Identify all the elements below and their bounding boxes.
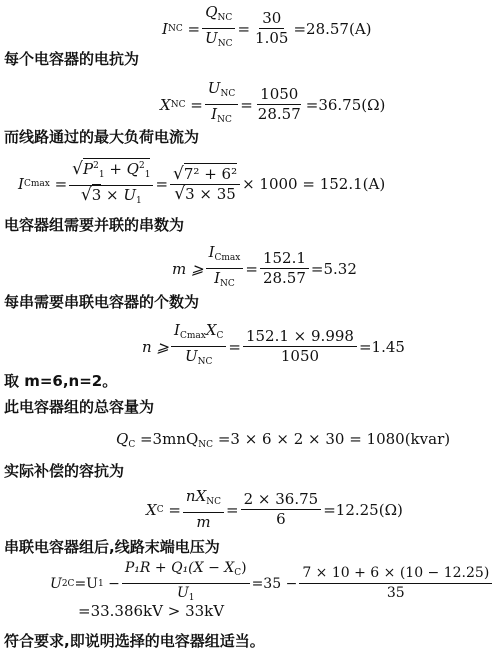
subscript: 1: [136, 196, 142, 206]
numerator: 1050: [257, 86, 301, 105]
subscript: C: [216, 331, 224, 341]
equation-total-capacity: [116, 430, 450, 450]
equation-end-voltage: [50, 560, 494, 607]
equals: =: [155, 175, 169, 193]
numerator: I: [208, 243, 215, 261]
subscript: 1: [188, 593, 195, 603]
denominator: U: [176, 585, 189, 601]
text-line: 取 m=6,n=2。: [4, 372, 118, 390]
fraction: [252, 10, 291, 47]
sqrt-icon: √: [80, 185, 92, 205]
denominator: 3 × 35: [185, 184, 236, 203]
fraction: [206, 244, 244, 293]
denominator: m: [196, 513, 211, 531]
fraction: [183, 488, 224, 531]
numerator: Q: [205, 3, 218, 21]
fraction: [299, 565, 492, 602]
equals: =: [237, 19, 251, 38]
result: =36.75(Ω): [305, 95, 386, 114]
result: =28.57(A): [293, 19, 372, 38]
numerator: U: [207, 79, 221, 97]
equals: =: [182, 19, 201, 38]
numerator: 2 × 36.75: [241, 491, 322, 510]
fraction: [171, 322, 226, 371]
equals: =: [49, 175, 68, 193]
text-line: 串联电容器组后,线路末端电压为: [4, 538, 220, 556]
symbol: m ⩾: [172, 259, 204, 278]
subscript: NC: [198, 440, 214, 450]
numerator: 152.1 × 9.998: [243, 328, 357, 347]
symbol: X: [146, 500, 157, 519]
minus: −: [103, 575, 120, 592]
numerator: 30: [259, 10, 284, 29]
subscript: Cmax: [214, 253, 241, 263]
denominator: 6: [276, 510, 286, 528]
subscript: 1: [144, 170, 151, 180]
symbol: I: [162, 19, 168, 38]
fraction: [243, 328, 357, 365]
result: =3 × 6 × 2 × 30 = 1080(kvar): [217, 430, 451, 448]
result: =1.45: [358, 337, 405, 356]
expression: =35 −: [251, 575, 298, 592]
subscript: C: [128, 440, 136, 450]
text-line: 实际补偿的容抗为: [4, 462, 125, 480]
symbol: I: [18, 175, 24, 193]
text-line: 电容器组需要并联的串数为: [4, 216, 185, 234]
subscript: NC: [217, 13, 233, 23]
result: × 1000 = 152.1(A): [242, 175, 386, 193]
symbol: P: [83, 160, 94, 178]
symbol: X: [205, 321, 217, 339]
subscript: Cmax: [23, 179, 50, 189]
equals: =: [163, 500, 181, 519]
numerator: 7 × 10 + 6 × (10 − 12.25): [299, 565, 492, 584]
equals: =: [185, 95, 203, 114]
text-line: 每串需要串联电容器的个数为: [4, 293, 200, 311]
equation-compensation-reactance: [146, 488, 403, 531]
sqrt-icon: √: [173, 163, 184, 184]
numerator: 152.1: [260, 250, 309, 269]
subscript: 1: [97, 578, 104, 589]
text-line: 符合要求,即说明选择的电容器组适当。: [4, 632, 265, 650]
equation-max-current: [18, 158, 385, 210]
denominator: 1050: [280, 347, 320, 365]
subscript: C: [156, 504, 164, 515]
denominator: U: [184, 347, 198, 365]
denominator: 1.05: [255, 29, 289, 47]
fraction: [260, 250, 309, 287]
fraction: [170, 163, 240, 204]
denominator: I: [211, 105, 218, 123]
expression: =3mnQ: [139, 430, 199, 448]
denominator: U: [205, 29, 218, 47]
subscript: NC: [217, 39, 233, 49]
denominator: I: [214, 269, 221, 287]
denominator: 28.57: [262, 269, 306, 287]
numerator: ): [241, 560, 247, 576]
symbol: Q: [126, 160, 139, 178]
text-line: 而线路通过的最大负荷电流为: [4, 128, 200, 146]
subscript: Cmax: [179, 331, 206, 341]
equation-parallel-strings: [172, 244, 357, 293]
subscript: NC: [206, 497, 222, 507]
result: =5.32: [310, 259, 357, 278]
fraction: $\frac{√P^2_1 + Q^2_1}{√3 \times U_1}$: [69, 158, 153, 210]
fraction: [122, 560, 250, 607]
equation-nc-current: [162, 4, 372, 53]
denominator: 28.57: [257, 105, 301, 123]
fraction: [255, 86, 304, 123]
numerator: P₁R + Q₁(X − X: [124, 560, 235, 576]
fraction: [241, 491, 322, 528]
subscript: C: [234, 568, 242, 578]
sqrt-icon: √: [174, 183, 186, 204]
symbol: U: [123, 186, 137, 204]
symbol: U: [50, 575, 62, 592]
numerator: nX: [185, 487, 207, 505]
fraction: [202, 4, 235, 53]
text-line: 每个电容器的电抗为: [4, 50, 140, 68]
subscript: NC: [170, 99, 186, 110]
radicand: 3: [91, 186, 102, 204]
equation-end-voltage-result: =33.386kV > 33kV: [78, 602, 225, 620]
equation-series-count: [142, 322, 405, 371]
equals: =: [226, 500, 239, 519]
subscript: NC: [217, 115, 232, 125]
symbol: X: [160, 95, 171, 114]
subscript: NC: [220, 279, 235, 289]
subscript: NC: [167, 23, 183, 34]
sqrt-icon: √: [72, 159, 83, 179]
denominator: 35: [386, 585, 405, 601]
symbol: n ⩾: [142, 337, 169, 356]
subscript: NC: [220, 89, 236, 99]
subscript: 2C: [61, 578, 75, 589]
equals: =: [245, 259, 258, 278]
text-line: 此电容器组的总容量为: [4, 398, 155, 416]
expression: =U: [74, 575, 98, 592]
equals: =: [240, 95, 253, 114]
symbol: Q: [116, 430, 129, 448]
fraction: [205, 80, 238, 129]
subscript: 1: [98, 170, 105, 180]
result: =12.25(Ω): [323, 500, 403, 519]
equals: =: [228, 337, 241, 356]
equation-reactance: [160, 80, 385, 129]
radicand: 7² + 6²: [183, 164, 238, 183]
numerator: I: [174, 321, 180, 339]
subscript: NC: [197, 357, 213, 367]
